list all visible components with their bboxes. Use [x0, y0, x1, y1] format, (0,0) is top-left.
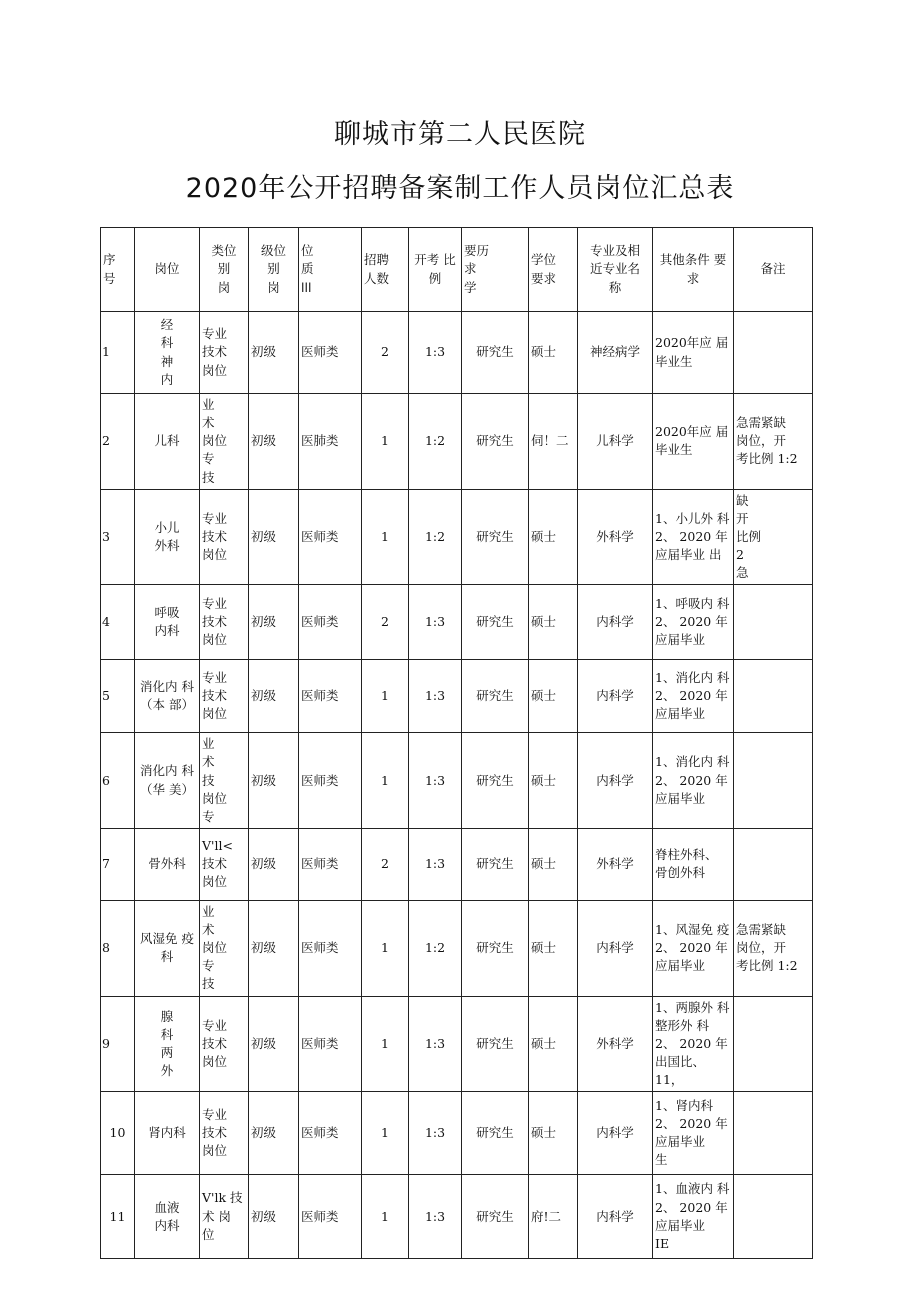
cell-post-level: 初级 [249, 996, 299, 1092]
cell-post: 儿科 [135, 394, 200, 490]
cell-degree: 硕士 [529, 312, 578, 394]
cell-exam-ratio: 1:3 [409, 996, 462, 1092]
cell-education: 研究生 [462, 828, 529, 900]
cell-post-level: 初级 [249, 394, 299, 490]
cell-seq: 3 [101, 489, 135, 585]
cell-major: 内科学 [578, 1175, 653, 1259]
cell-seq: 1 [101, 312, 135, 394]
cell-post-category: 专业 技术 岗位 [200, 660, 249, 733]
positions-table [100, 227, 813, 1259]
table-row [101, 394, 813, 490]
cell-post-nature: 医师类 [299, 828, 362, 900]
cell-education: 研究生 [462, 394, 529, 490]
table-row [101, 733, 813, 829]
cell-post: 腺 科 两 外 [135, 996, 200, 1092]
cell-hiring-count: 1 [362, 489, 409, 585]
cell-major: 内科学 [578, 1092, 653, 1175]
cell-post-nature: 医师类 [299, 1092, 362, 1175]
cell-education: 研究生 [462, 733, 529, 829]
cell-education: 研究生 [462, 1092, 529, 1175]
cell-remarks [734, 312, 813, 394]
header-post-nature: 位 质 lll [299, 228, 362, 312]
cell-hiring-count: 2 [362, 585, 409, 660]
cell-post-level: 初级 [249, 1175, 299, 1259]
cell-post-category: 业 术 技 岗位 专 [200, 733, 249, 829]
cell-post-category: 业 术 岗位 专 技 [200, 394, 249, 490]
table-row [101, 489, 813, 585]
cell-other-conditions: 1、血液内 科 2、 2020 年 应届毕业 IE [653, 1175, 734, 1259]
header-exam-ratio: 开考 比 例 [409, 228, 462, 312]
cell-post-nature: 医师类 [299, 996, 362, 1092]
cell-hiring-count: 2 [362, 828, 409, 900]
table-row [101, 996, 813, 1092]
cell-hiring-count: 1 [362, 1092, 409, 1175]
cell-major: 外科学 [578, 828, 653, 900]
cell-other-conditions: 1、小儿外 科 2、 2020 年 应届毕业 出 [653, 489, 734, 585]
cell-remarks: 缺 开 比例 2 急 [734, 489, 813, 585]
cell-other-conditions: 2020年应 届 毕业生 [653, 312, 734, 394]
cell-post-category: 专业 技术 岗位 [200, 1092, 249, 1175]
cell-seq: 5 [101, 660, 135, 733]
cell-hiring-count: 2 [362, 312, 409, 394]
cell-degree: 硕士 [529, 1092, 578, 1175]
cell-hiring-count: 1 [362, 996, 409, 1092]
cell-post-level: 初级 [249, 489, 299, 585]
cell-other-conditions: 1、消化内 科 2、 2020 年 应届毕业 [653, 733, 734, 829]
cell-post-nature: 医师类 [299, 489, 362, 585]
header-hiring-count: 招聘 人数 [362, 228, 409, 312]
cell-seq: 7 [101, 828, 135, 900]
cell-seq: 9 [101, 996, 135, 1092]
cell-other-conditions: 1、两腺外 科 整形外 科 2、 2020 年 出国比、11， [653, 996, 734, 1092]
document-title: 聊城市第二人民医院 [334, 119, 586, 150]
cell-exam-ratio: 1:3 [409, 312, 462, 394]
header-remarks: 备注 [734, 228, 813, 312]
header-education: 要历 求 学 [462, 228, 529, 312]
cell-remarks: 急需紧缺 岗位，开 考比例 1:2 [734, 394, 813, 490]
header-degree: 学位 要求 [529, 228, 578, 312]
table-row [101, 1092, 813, 1175]
cell-major: 内科学 [578, 660, 653, 733]
cell-post-nature: 医肺类 [299, 394, 362, 490]
document-subtitle: 2020年公开招聘备案制工作人员岗位汇总表 [185, 173, 735, 204]
table-row [101, 660, 813, 733]
cell-post-nature: 医师类 [299, 900, 362, 996]
cell-exam-ratio: 1:3 [409, 828, 462, 900]
cell-degree: 硕士 [529, 660, 578, 733]
cell-exam-ratio: 1:3 [409, 1175, 462, 1259]
cell-seq: 11 [101, 1175, 135, 1259]
cell-degree: 伺！二 [529, 394, 578, 490]
cell-post-level: 初级 [249, 828, 299, 900]
cell-post-nature: 医师类 [299, 585, 362, 660]
cell-other-conditions: 1、肾内科 2、 2020 年 应届毕业 生 [653, 1092, 734, 1175]
cell-post-category: 业 术 岗位 专 技 [200, 900, 249, 996]
cell-degree: 府!二 [529, 1175, 578, 1259]
cell-post: 骨外科 [135, 828, 200, 900]
cell-education: 研究生 [462, 1175, 529, 1259]
header-post: 岗位 [135, 228, 200, 312]
cell-major: 内科学 [578, 900, 653, 996]
cell-degree: 硕士 [529, 733, 578, 829]
cell-major: 儿科学 [578, 394, 653, 490]
header-post-level: 级位 别 岗 [249, 228, 299, 312]
cell-education: 研究生 [462, 900, 529, 996]
cell-education: 研究生 [462, 489, 529, 585]
cell-major: 内科学 [578, 585, 653, 660]
cell-post-nature: 医师类 [299, 660, 362, 733]
cell-exam-ratio: 1:3 [409, 733, 462, 829]
header-seq: 序 号 [101, 228, 135, 312]
cell-other-conditions: 2020年应 届 毕业生 [653, 394, 734, 490]
cell-post-level: 初级 [249, 1092, 299, 1175]
cell-remarks [734, 660, 813, 733]
cell-major: 外科学 [578, 489, 653, 585]
cell-post-level: 初级 [249, 900, 299, 996]
cell-post-category: V'lk 技 术 岗 位 [200, 1175, 249, 1259]
cell-seq: 2 [101, 394, 135, 490]
cell-remarks [734, 1092, 813, 1175]
cell-exam-ratio: 1:2 [409, 900, 462, 996]
cell-post: 肾内科 [135, 1092, 200, 1175]
cell-hiring-count: 1 [362, 733, 409, 829]
table-row [101, 585, 813, 660]
header-other-conditions: 其他条件 要 求 [653, 228, 734, 312]
cell-post-nature: 医师类 [299, 1175, 362, 1259]
cell-major: 外科学 [578, 996, 653, 1092]
cell-post: 呼吸 内科 [135, 585, 200, 660]
cell-hiring-count: 1 [362, 1175, 409, 1259]
table-row [101, 1175, 813, 1259]
cell-post: 血液 内科 [135, 1175, 200, 1259]
cell-post-level: 初级 [249, 660, 299, 733]
cell-seq: 4 [101, 585, 135, 660]
cell-degree: 硕士 [529, 585, 578, 660]
cell-post-category: 专业 技术 岗位 [200, 312, 249, 394]
cell-other-conditions: 1、消化内 科 2、 2020 年 应届毕业 [653, 660, 734, 733]
cell-hiring-count: 1 [362, 660, 409, 733]
cell-remarks [734, 733, 813, 829]
cell-remarks [734, 585, 813, 660]
cell-exam-ratio: 1:3 [409, 585, 462, 660]
cell-post-nature: 医师类 [299, 312, 362, 394]
cell-remarks: 急需紧缺 岗位，开 考比例 1:2 [734, 900, 813, 996]
cell-post-category: V'll< 技术 岗位 [200, 828, 249, 900]
cell-other-conditions: 1、呼吸内 科 2、 2020 年 应届毕业 [653, 585, 734, 660]
cell-hiring-count: 1 [362, 900, 409, 996]
cell-exam-ratio: 1:3 [409, 1092, 462, 1175]
cell-degree: 硕士 [529, 996, 578, 1092]
cell-post-category: 专业 技术 岗位 [200, 489, 249, 585]
table-row [101, 900, 813, 996]
cell-remarks [734, 1175, 813, 1259]
table-row [101, 828, 813, 900]
cell-other-conditions: 脊柱外科、 骨创外科 [653, 828, 734, 900]
cell-exam-ratio: 1:2 [409, 394, 462, 490]
header-post-category: 类位 别 岗 [200, 228, 249, 312]
cell-post-category: 专业 技术 岗位 [200, 996, 249, 1092]
cell-post: 经 科 神 内 [135, 312, 200, 394]
cell-seq: 10 [101, 1092, 135, 1175]
cell-major: 神经病学 [578, 312, 653, 394]
cell-remarks [734, 996, 813, 1092]
table-row [101, 312, 813, 394]
cell-post: 消化内 科 （本 部） [135, 660, 200, 733]
cell-education: 研究生 [462, 996, 529, 1092]
cell-exam-ratio: 1:2 [409, 489, 462, 585]
cell-post: 风湿免 疫 科 [135, 900, 200, 996]
cell-hiring-count: 1 [362, 394, 409, 490]
cell-education: 研究生 [462, 660, 529, 733]
cell-education: 研究生 [462, 312, 529, 394]
cell-post-level: 初级 [249, 733, 299, 829]
cell-degree: 硕士 [529, 828, 578, 900]
header-major: 专业及相 近专业名 称 [578, 228, 653, 312]
header-row [101, 228, 813, 312]
cell-post-level: 初级 [249, 585, 299, 660]
cell-remarks [734, 828, 813, 900]
cell-other-conditions: 1、风湿免 疫 2、 2020 年 应届毕业 [653, 900, 734, 996]
cell-seq: 8 [101, 900, 135, 996]
cell-post: 消化内 科 （华 美） [135, 733, 200, 829]
cell-post-nature: 医师类 [299, 733, 362, 829]
cell-exam-ratio: 1:3 [409, 660, 462, 733]
cell-post-category: 专业 技术 岗位 [200, 585, 249, 660]
cell-seq: 6 [101, 733, 135, 829]
cell-major: 内科学 [578, 733, 653, 829]
cell-degree: 硕士 [529, 900, 578, 996]
cell-degree: 硕士 [529, 489, 578, 585]
cell-post: 小儿 外科 [135, 489, 200, 585]
cell-education: 研究生 [462, 585, 529, 660]
cell-post-level: 初级 [249, 312, 299, 394]
